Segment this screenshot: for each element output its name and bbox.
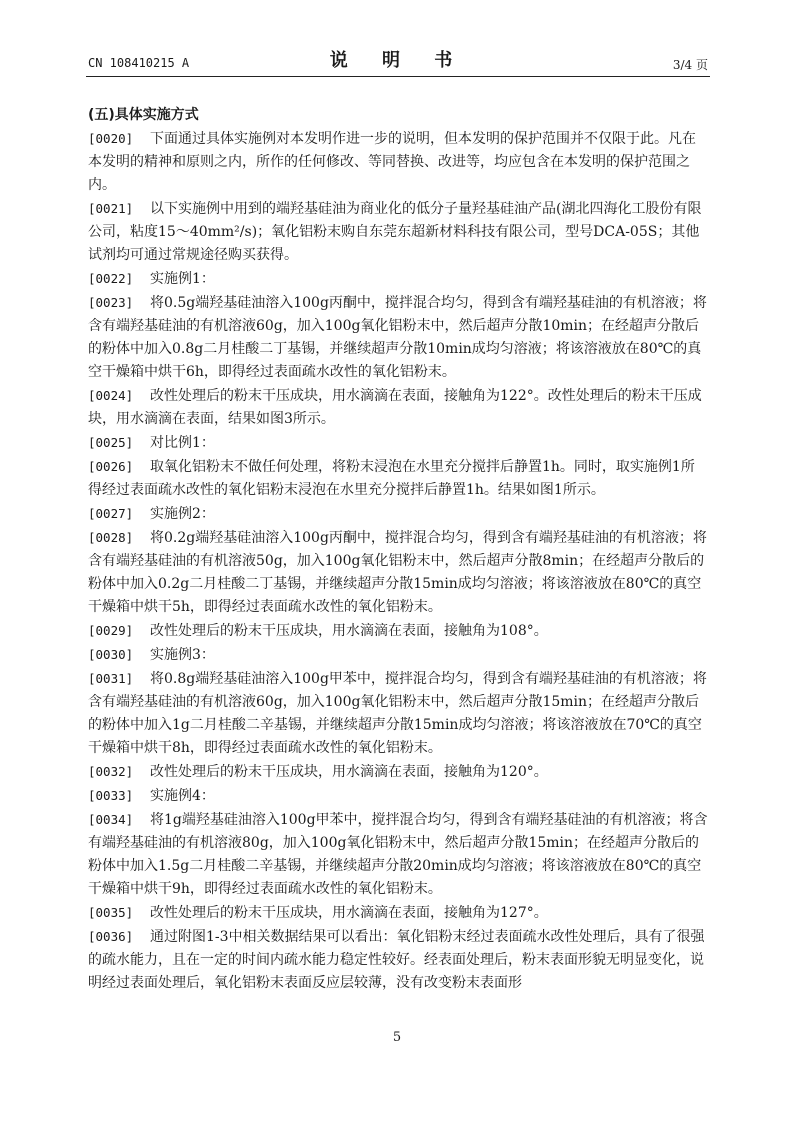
paragraph-text: 将0.2g端羟基硅油溶入100g丙酮中，搅拌混合均匀，得到含有端羟基硅油的有机溶液；将含有端羟基硅油的有机溶液50g，加入100g氧化铝粉末中，然后超声分散8min；在经超声分散后的粉体中加入0.2g二月桂酸二丁基锡，并继续超声分散15min成均匀溶液；将该溶液放在80℃的真空干燥箱中烘干5h，即得经过表面疏水改性的氧化铝粉末。 — [88, 530, 707, 615]
paragraph — [88, 667, 708, 760]
paragraph-text: 将0.5g端羟基硅油溶入100g丙酮中，搅拌混合均匀，得到含有端羟基硅油的有机溶液；将含有端羟基硅油的有机溶液60g，加入100g氧化铝粉末中，然后超声分散10min；在经超声分散后的粉体中加入0.8g二月桂酸二丁基锡，并继续超声分散10min成均匀溶液；将该溶液放在80℃的真空干燥箱中烘干6h，即得经过表面疏水改性的氧化铝粉末。 — [88, 295, 707, 380]
paragraph-text: 下面通过具体实施例对本发明作进一步的说明，但本发明的保护范围并不仅限于此。凡在本发明的精神和原则之内，所作的任何修改、等同替换、改进等，均应包含在本发明的保护范围之内。 — [88, 131, 696, 193]
paragraph — [88, 455, 708, 502]
paragraph — [88, 526, 708, 619]
paragraph-text: 将0.8g端羟基硅油溶入100g甲苯中，搅拌混合均匀，得到含有端羟基硅油的有机溶液；将含有端羟基硅油的有机溶液60g，加入100g氧化铝粉末中，然后超声分散15min；在经超声分散后的粉体中加入1g二月桂酸二辛基锡，并继续超声分散15min成均匀溶液；将该溶液放在70℃的真空干燥箱中烘干8h，即得经过表面疏水改性的氧化铝粉末。 — [88, 671, 707, 756]
paragraph-number: [0029] — [88, 623, 134, 638]
paragraph — [88, 619, 708, 643]
paragraph-text: 改性处理后的粉末干压成块，用水滴滴在表面，接触角为122°。改性处理后的粉末干压成块，用水滴滴在表面，结果如图3所示。 — [88, 388, 702, 427]
paragraph — [88, 643, 708, 667]
paragraph — [88, 267, 708, 291]
paragraph-number: [0033] — [88, 788, 134, 803]
paragraph-number: [0025] — [88, 435, 134, 450]
paragraph-number: [0032] — [88, 764, 134, 779]
paragraph-number: [0024] — [88, 388, 134, 403]
paragraph — [88, 502, 708, 526]
paragraph-number: [0034] — [88, 812, 134, 827]
paragraph-text: 改性处理后的粉末干压成块，用水滴滴在表面，接触角为120°。 — [150, 764, 548, 780]
paragraph — [88, 127, 708, 197]
paragraph-number: [0035] — [88, 905, 134, 920]
paragraph-text: 实施例2： — [150, 506, 215, 522]
paragraph — [88, 808, 708, 901]
paragraph — [88, 291, 708, 384]
page-count: 3/4 页 — [672, 58, 708, 72]
paragraph-text: 改性处理后的粉末干压成块，用水滴滴在表面，接触角为108°。 — [150, 623, 548, 639]
paragraph-text: 实施例3： — [150, 647, 215, 663]
paragraph-text: 改性处理后的粉末干压成块，用水滴滴在表面，接触角为127°。 — [150, 905, 548, 921]
paragraph — [88, 384, 708, 431]
paragraph-number: [0022] — [88, 271, 134, 286]
paragraph-text: 实施例1： — [150, 271, 215, 287]
paragraph-number: [0036] — [88, 929, 134, 944]
paragraph — [88, 925, 708, 995]
paragraph-number: [0031] — [88, 671, 134, 686]
paragraph-number: [0020] — [88, 131, 134, 146]
paragraph-text: 以下实施例中用到的端羟基硅油为商业化的低分子量羟基硅油产品(湖北四海化工股份有限公司，粘度15～40mm²/s)；氧化铝粉末购自东莞东超新材料科技有限公司，型号DCA-05S；其他试剂均可通过常规途径购买获得。 — [88, 201, 702, 263]
document-title: 说 明 书 — [329, 50, 467, 71]
paragraph-number: [0028] — [88, 530, 134, 545]
paragraph-number: [0023] — [88, 295, 134, 310]
paragraph-text: 取氧化铝粉末不做任何处理，将粉末浸泡在水里充分搅拌后静置1h。同时，取实施例1所得经过表面疏水改性的氧化铝粉末浸泡在水里充分搅拌后静置1h。结果如图1所示。 — [88, 459, 695, 498]
paragraph-number: [0021] — [88, 201, 134, 216]
paragraph-text: 将1g端羟基硅油溶入100g甲苯中，搅拌混合均匀，得到含有端羟基硅油的有机溶液；将含有端羟基硅油的有机溶液80g，加入100g氧化铝粉末中，然后超声分散15min；在经超声分散后的粉体中加入1.5g二月桂酸二辛基锡，并继续超声分散20min成均匀溶液；将该溶液放在80℃的真空干燥箱中烘干9h，即得经过表面疏水改性的氧化铝粉末。 — [88, 812, 708, 897]
paragraph-text: 通过附图1-3中相关数据结果可以看出：氧化铝粉末经过表面疏水改性处理后，具有了很强的疏水能力，且在一定的时间内疏水能力稳定性较好。经表面处理后，粉末表面形貌无明显变化，说明经过表面处理后，氧化铝粉末表面反应层较薄，没有改变粉末表面形 — [88, 929, 705, 991]
header-divider — [86, 76, 710, 77]
paragraph-text: 实施例4： — [150, 788, 215, 804]
section-heading: (五)具体实施方式 — [88, 107, 199, 123]
patent-number: CN 108410215 A — [88, 56, 190, 70]
paragraph-text: 对比例1： — [150, 435, 215, 451]
page-number: 5 — [392, 1030, 402, 1045]
paragraph-number: [0026] — [88, 459, 134, 474]
paragraph-number: [0027] — [88, 506, 134, 521]
paragraph — [88, 760, 708, 784]
paragraph — [88, 197, 708, 267]
paragraph-number: [0030] — [88, 647, 134, 662]
document-body — [88, 104, 708, 995]
paragraph — [88, 901, 708, 925]
paragraph — [88, 784, 708, 808]
paragraph — [88, 431, 708, 455]
page-header — [88, 44, 708, 78]
